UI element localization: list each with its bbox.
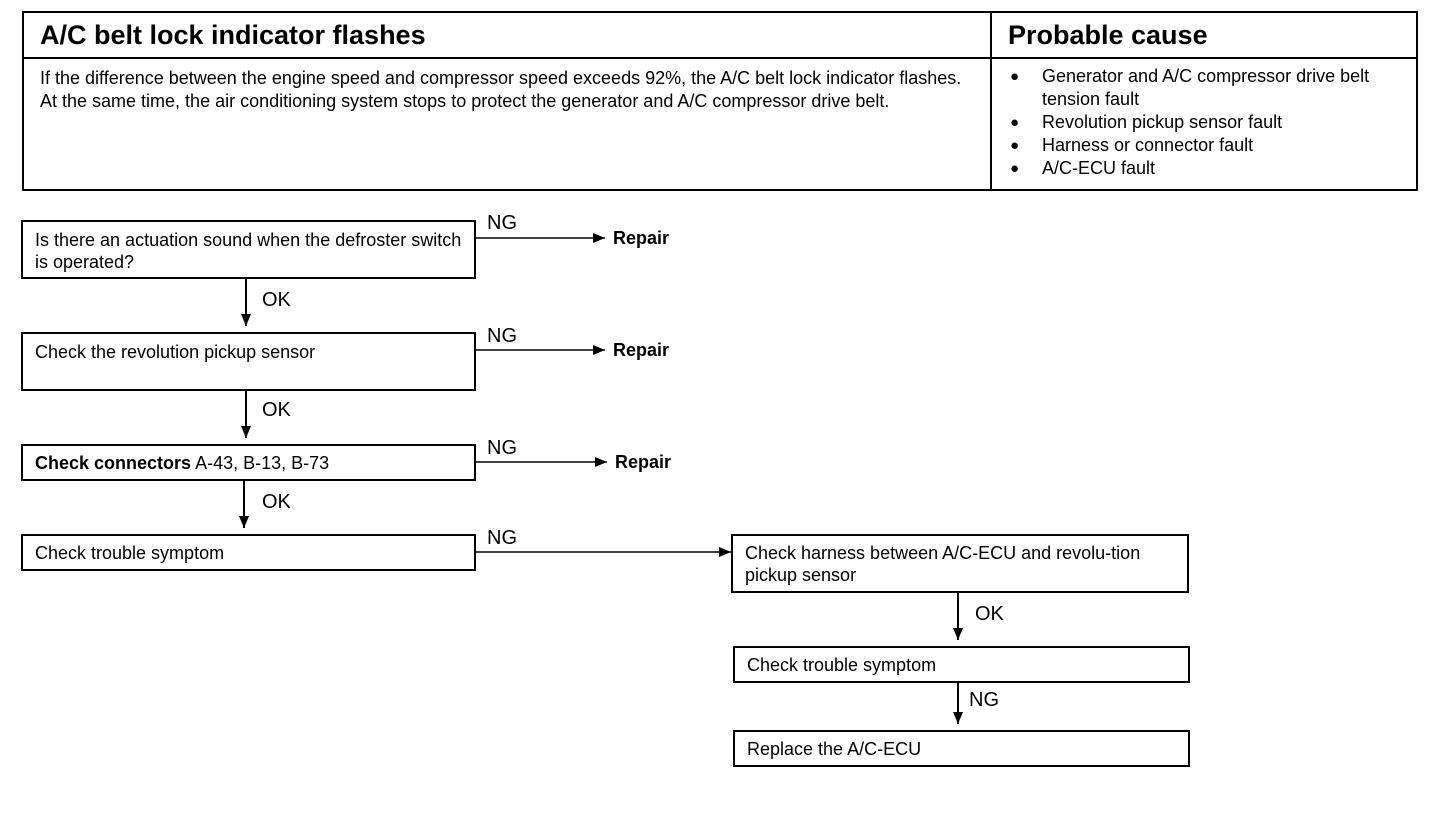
ok-label: OK	[262, 399, 291, 421]
bullet-icon: ●	[1010, 68, 1020, 85]
bullet-icon: ●	[1010, 137, 1020, 154]
ok-label: OK	[262, 491, 291, 513]
ng-label: NG	[487, 437, 517, 459]
ok-label: OK	[262, 289, 291, 311]
repair-label: Repair	[613, 340, 670, 360]
ng-label: NG	[969, 689, 999, 711]
step-check-pickup-sensor: Check the revolution pickup sensor	[21, 332, 476, 391]
ok-label: OK	[975, 603, 1004, 625]
symptom-title: A/C belt lock indicator flashes	[23, 12, 991, 58]
step-check-trouble-symptom: Check trouble symptom	[21, 534, 476, 571]
repair-label: Repair	[613, 228, 670, 248]
step-actuation-sound: Is there an actuation sound when the defroster switch is operated?	[21, 220, 476, 279]
ng-label: NG	[487, 527, 517, 549]
cause-item: ● Harness or connector fault	[1010, 135, 1254, 155]
step-check-harness: Check harness between A/C-ECU and revolu-tion pickup sensor	[731, 534, 1189, 593]
bullet-icon: ●	[1010, 160, 1020, 177]
step-replace-ecu: Replace the A/C-ECU	[733, 730, 1190, 767]
step-check-connectors: Check connectors A-43, B-13, B-73	[21, 444, 476, 481]
cause-item: ● Revolution pickup sensor fault	[1010, 112, 1283, 132]
symptom-description: If the difference between the engine speed and compressor speed exceeds 92%, the A/C belt lock indicator flashes. At the same time, the air conditioning system stops to protect the generator and A/C compressor drive belt.	[40, 68, 962, 111]
bullet-icon: ●	[1010, 114, 1020, 131]
repair-label: Repair	[615, 452, 672, 472]
cause-item: ● A/C-ECU fault	[1010, 158, 1156, 178]
probable-cause-title: Probable cause	[991, 12, 1417, 58]
cause-item: ● Generator and A/C compressor drive belt tension fault	[1010, 66, 1370, 109]
step-check-trouble-symptom-2: Check trouble symptom	[733, 646, 1190, 683]
ng-label: NG	[487, 212, 517, 234]
ng-label: NG	[487, 325, 517, 347]
